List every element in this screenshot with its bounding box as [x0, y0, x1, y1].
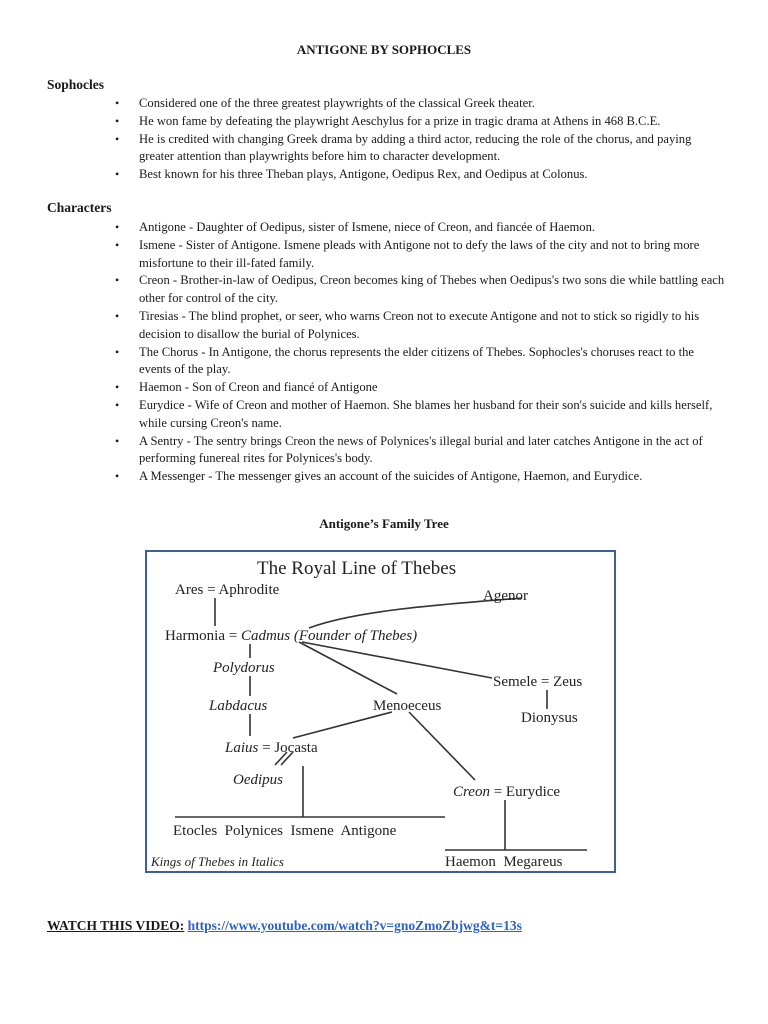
characters-heading: Characters — [47, 200, 112, 215]
list-item: • A Sentry - The sentry brings Creon the news of Polynices's illegal burial and later catches Antigone in the act of performing funereal rites for Polynices's body. — [115, 433, 703, 466]
node-ares-aphrodite: Ares = Aphrodite — [175, 582, 280, 598]
node-creon-children: Haemon Megareus — [445, 854, 563, 870]
node-laius: Laius — [225, 740, 259, 756]
node-laius-jocasta — [224, 740, 318, 756]
node-labdacus: Labdacus — [209, 698, 268, 714]
list-item: • Best known for his three Theban plays, Antigone, Oedipus Rex, and Oedipus at Colonus. — [0, 166, 768, 184]
list-item: • He won fame by defeating the playwright Aeschylus for a prize in tragic drama at Athens in 468 B.C.E. — [0, 113, 768, 131]
node-menoeceus: Menoeceus — [373, 698, 442, 714]
tree-heading: The Royal Line of Thebes — [257, 558, 457, 579]
bullet-icon: • — [115, 167, 120, 182]
bullet-icon: • — [115, 469, 120, 484]
characters-bullet-list — [0, 219, 768, 486]
watch-video-line — [47, 918, 522, 934]
video-link[interactable]: https://www.youtube.com/watch?v=gnoZmoZbjwg&t=13s — [187, 918, 522, 933]
tree-connector — [409, 712, 475, 780]
tree-connector — [299, 642, 397, 694]
node-cadmus: Cadmus (Founder of Thebes) — [240, 628, 418, 644]
family-tree-diagram — [147, 552, 614, 871]
bullet-icon: • — [115, 380, 120, 395]
list-item: • Tiresias - The blind prophet, or seer, who warns Creon not to execute Antigone and not to stick so rigidly to his decision to disallow the burial of Polynices. — [115, 308, 700, 341]
list-item: • Antigone - Daughter of Oedipus, sister of Ismene, niece of Creon, and fiancée of Haemon. — [0, 219, 768, 237]
list-item: • Eurydice - Wife of Creon and mother of Haemon. She blames her husband for their son's suicide and kills herself, while cursing Creon's name. — [115, 397, 713, 430]
list-item: • He is credited with changing Greek drama by adding a third actor, reducing the role of the chorus, and paying greater attention than playwrights before him to character development. — [115, 131, 692, 164]
sophocles-bullet-list — [0, 95, 768, 184]
node-jocasta: = Jocasta — [258, 740, 318, 756]
bullet-icon: • — [115, 397, 120, 412]
list-item: • A Messenger - The messenger gives an account of the suicides of Antigone, Haemon, and Eurydice. — [0, 468, 768, 486]
node-creon-eurydice — [453, 784, 560, 800]
list-item: • The Chorus - In Antigone, the chorus represents the elder citizens of Thebes. Sophocles's choruses react to the events of the play. — [115, 344, 694, 377]
node-polydorus: Polydorus — [213, 660, 275, 676]
list-item: • Considered one of the three greatest playwrights of the classical Greek theater. — [0, 95, 768, 113]
family-tree-caption: Antigone’s Family Tree — [319, 516, 449, 531]
tree-connector — [293, 712, 392, 738]
list-item: • Creon - Brother-in-law of Oedipus, Creon becomes king of Thebes when Oedipus's two sons die while battling each other for control of the city. — [115, 273, 725, 306]
family-tree-figure — [145, 550, 616, 873]
bullet-icon: • — [115, 237, 120, 252]
bullet-icon: • — [115, 113, 120, 128]
tree-note: Kings of Thebes in Italics — [151, 854, 284, 869]
bullet-icon: • — [115, 131, 120, 146]
tree-connector — [302, 642, 492, 678]
node-harmonia: Harmonia = — [165, 628, 241, 644]
bullet-icon: • — [115, 344, 120, 359]
bullet-icon: • — [115, 308, 120, 323]
node-oedipus-children: Etocles Polynices Ismene Antigone — [173, 823, 397, 839]
bullet-icon: • — [115, 220, 120, 234]
page-title: ANTIGONE BY SOPHOCLES — [296, 42, 472, 57]
node-agenor: Agenor — [483, 588, 528, 604]
node-eurydice: = Eurydice — [489, 784, 561, 800]
node-semele-zeus: Semele = Zeus — [493, 674, 583, 690]
list-item: • Ismene - Sister of Antigone. Ismene pleads with Antigone not to defy the laws of the city and not to bring more misfortune to their ill-fated family. — [115, 237, 700, 270]
bullet-icon: • — [115, 433, 120, 448]
node-dionysus: Dionysus — [521, 710, 578, 726]
bullet-icon: • — [115, 96, 120, 110]
watch-video-label: WATCH THIS VIDEO: — [47, 918, 185, 933]
bullet-icon: • — [115, 273, 120, 288]
list-item: • Haemon - Son of Creon and fiancé of Antigone — [0, 379, 768, 397]
node-oedipus: Oedipus — [233, 772, 283, 788]
sophocles-heading: Sophocles — [47, 77, 105, 92]
node-creon: Creon — [453, 784, 490, 800]
node-harmonia-cadmus — [165, 628, 417, 644]
